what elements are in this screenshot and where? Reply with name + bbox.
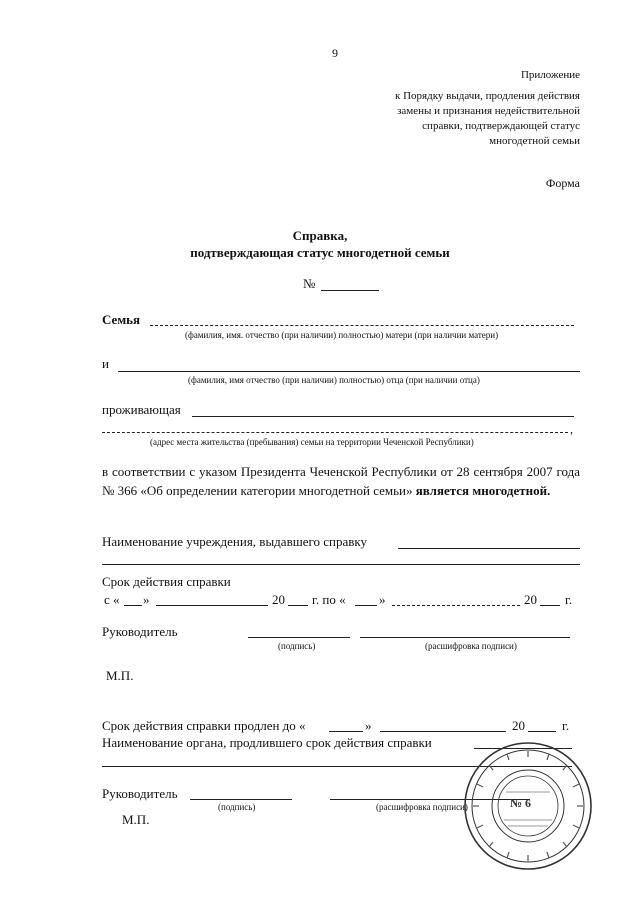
- validity-to-quote-close: »: [379, 592, 386, 607]
- extension-quote-close: »: [365, 718, 372, 733]
- seal-label: М.П.: [106, 668, 134, 683]
- mother-caption: (фамилия, имя. отчество (при наличии) полностью) матери (при наличии матери): [185, 330, 499, 340]
- extension-year-suffix: г.: [562, 718, 570, 733]
- and-label: и: [102, 356, 109, 371]
- validity-from-quote-close: »: [143, 592, 150, 607]
- validity-to-year-field[interactable]: [540, 605, 560, 606]
- number-label: №: [303, 276, 316, 291]
- validity-to-day-field[interactable]: [355, 605, 377, 606]
- institution-field-1[interactable]: [398, 548, 580, 549]
- institution-label: Наименование учреждения, выдавшего справку: [102, 534, 368, 549]
- appendix-line-1: к Порядку выдачи, продления действия: [395, 90, 580, 102]
- signature-caption: (подпись): [278, 641, 316, 651]
- institution-field-2[interactable]: [102, 564, 580, 565]
- head-signature-field[interactable]: [248, 637, 350, 638]
- validity-from-month-field[interactable]: [156, 605, 268, 606]
- decoding-caption-2: (расшифровка подписи): [376, 802, 468, 812]
- address-field-1[interactable]: [192, 416, 574, 417]
- address-comma: ,: [570, 422, 573, 436]
- seal-label-2: М.П.: [122, 812, 150, 827]
- address-field-2[interactable]: [102, 432, 568, 433]
- form-label: Форма: [545, 176, 580, 190]
- address-caption: (адрес места жительства (пребывания) семьи на территории Чеченской Республики): [150, 437, 474, 447]
- validity-to-month-field[interactable]: [392, 605, 520, 606]
- head-label: Руководитель: [102, 624, 178, 639]
- validity-from-day-field[interactable]: [124, 605, 142, 606]
- page-number: 9: [332, 46, 338, 60]
- decoding-caption: (расшифровка подписи): [425, 641, 517, 651]
- decree-paragraph: [102, 462, 580, 500]
- document-title-line-2: подтверждающая статус многодетной семьи: [190, 245, 450, 260]
- validity-from-year-field[interactable]: [288, 605, 308, 606]
- mother-name-field[interactable]: [150, 325, 574, 326]
- decree-text: в соответствии с указом Президента Чеченской Республики от 28 сентября 2007 года № 366 «Об определении категории многодетной семьи»: [102, 464, 580, 498]
- head-decoding-field[interactable]: [360, 637, 570, 638]
- validity-to-year-prefix: 20: [524, 592, 537, 607]
- appendix-line-2: замены и признания недействительной: [397, 105, 580, 117]
- validity-to-year-suffix: г.: [565, 592, 573, 607]
- document-title-line-1: Справка,: [292, 228, 348, 243]
- extension-year-prefix: 20: [512, 718, 525, 733]
- residing-label: проживающая: [102, 402, 181, 417]
- validity-label: Срок действия справки: [102, 574, 231, 589]
- appendix-line-4: многодетной семьи: [489, 135, 580, 147]
- appendix-title: Приложение: [520, 69, 580, 81]
- decree-bold-text: является многодетной.: [415, 483, 551, 498]
- validity-to-prefix: г. по «: [312, 592, 346, 607]
- head-label-2: Руководитель: [102, 786, 178, 801]
- head-signature-field-2[interactable]: [190, 799, 292, 800]
- organ-label: Наименование органа, продлившего срок действия справки: [102, 735, 432, 750]
- extension-year-field[interactable]: [528, 731, 556, 732]
- validity-from-prefix: с «: [104, 592, 120, 607]
- extension-month-field[interactable]: [380, 731, 506, 732]
- appendix-block: [395, 68, 580, 149]
- number-field[interactable]: [321, 290, 379, 291]
- father-caption: (фамилия, имя отчество (при наличии) полностью) отца (при наличии отца): [188, 375, 480, 385]
- appendix-line-3: справки, подтверждающей статус: [422, 120, 580, 132]
- family-label: Семья: [102, 312, 141, 327]
- extension-day-field[interactable]: [329, 731, 363, 732]
- official-stamp: [462, 740, 594, 872]
- father-name-field[interactable]: [118, 371, 580, 372]
- signature-caption-2: (подпись): [218, 802, 256, 812]
- stamp-number: № 6: [510, 796, 532, 810]
- extension-label: Срок действия справки продлен до «: [102, 718, 306, 733]
- validity-from-year-prefix: 20: [272, 592, 285, 607]
